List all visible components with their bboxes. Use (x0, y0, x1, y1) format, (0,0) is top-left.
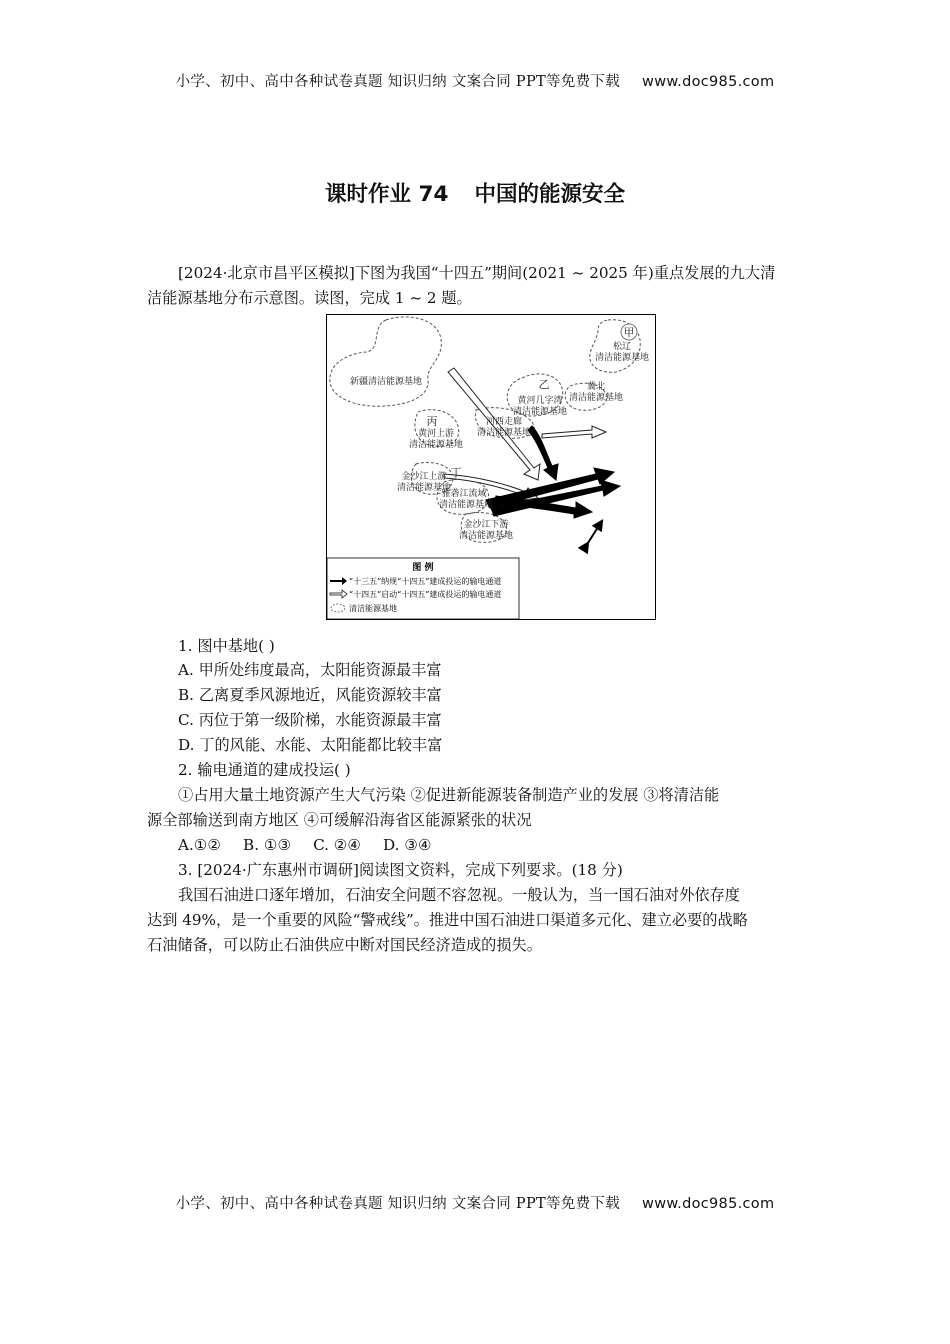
label-ding: 丁 (450, 466, 462, 479)
page-footer (0, 1192, 950, 1213)
page-header (0, 70, 950, 91)
footer-url[interactable]: www.doc985.com (642, 1196, 775, 1212)
q2-options (178, 834, 838, 856)
q2-option-d: D. ③④ (383, 836, 432, 854)
q2-statements-line2: 源全部输送到南方地区 ④可缓解沿海省区能源紧张的状况 (147, 811, 532, 829)
label-bing: 丙 (426, 415, 438, 428)
label-jsj-up-1: 金沙江上游 (401, 472, 447, 482)
label-hexi-1: 河西走廊 (485, 417, 523, 427)
label-songliao-1: 松辽 (612, 342, 632, 352)
label-yi: 乙 (538, 378, 550, 391)
q3-text-line1: 我国石油进口逐年增加，石油安全问题不容忽视。一般认为，当一国石油对外依存度 (178, 886, 740, 904)
label-hhsy-1: 黄河上游 (417, 429, 455, 439)
header-url[interactable]: www.doc985.com (642, 74, 775, 90)
q2-stem: 2. 输电通道的建成投运( ) (178, 761, 351, 779)
q1-option-a: A. 甲所处纬度最高，太阳能资源最丰富 (178, 661, 442, 679)
q3-text-line2: 达到 49%，是一个重要的风险“警戒线”。推进中国石油进口渠道多元化、建立必要的战略 (147, 911, 748, 929)
energy-base-map (326, 314, 656, 620)
label-xinjiang: 新疆清洁能源基地 (349, 377, 423, 387)
q1-option-c: C. 丙位于第一级阶梯，水能资源最丰富 (178, 711, 442, 729)
legend-item3: 清洁能源基地 (349, 604, 397, 613)
label-songliao-2: 清洁能源基地 (594, 353, 650, 363)
label-jibei-2: 清洁能源基地 (568, 393, 624, 403)
label-hexi-2: 清洁能源基地 (476, 428, 532, 438)
label-jizi-2: 清洁能源基地 (512, 407, 568, 417)
label-jia: 甲 (623, 326, 635, 339)
title-part2: 中国的能源安全 (474, 182, 625, 207)
map-legend (327, 558, 519, 619)
title-part1: 课时作业 74 (325, 182, 449, 207)
label-jsj-down-1: 金沙江下游 (463, 520, 509, 530)
label-yl-2: 清洁能源基地 (438, 500, 494, 510)
header-text: 小学、初中、高中各种试卷真题 知识归纳 文案合同 PPT等免费下载 (175, 74, 621, 90)
q1-option-d: D. 丁的风能、水能、太阳能都比较丰富 (178, 736, 443, 754)
q3-stem: 3. [2024·广东惠州市调研]阅读图文资料，完成下列要求。(18 分) (178, 861, 623, 879)
label-hhsy-2: 清洁能源基地 (408, 440, 464, 450)
intro-line1: [2024·北京市昌平区模拟]下图为我国“十四五”期间(2021 ~ 2025 年)重点发展的九大清 (178, 264, 776, 282)
intro-line2: 洁能源基地分布示意图。读图，完成 1 ~ 2 题。 (147, 289, 472, 307)
q2-option-c: C. ②④ (313, 836, 362, 854)
label-jibei-1: 冀北 (586, 382, 606, 392)
label-jsj-down-2: 清洁能源基地 (458, 531, 514, 541)
q1-stem: 1. 图中基地( ) (178, 637, 275, 655)
q3-text-line3: 石油储备，可以防止石油供应中断对国民经济造成的损失。 (147, 936, 542, 954)
label-yl-1: 雅砻江流域 (441, 489, 487, 499)
label-jsj-up-2: 清洁能源基地 (396, 483, 452, 493)
q2-option-b: B. ①③ (243, 836, 292, 854)
q1-option-b: B. 乙离夏季风源地近，风能资源较丰富 (178, 686, 442, 704)
q2-option-a: A.①② (178, 836, 222, 854)
legend-title: 图 例 (412, 563, 434, 573)
legend-item1: “十三五”纳规“十四五”建成投运的输电通道 (349, 577, 502, 586)
label-jizi-1: 黄河几字湾 (517, 396, 563, 406)
q2-statements-line1: ①占用大量土地资源产生大气污染 ②促进新能源装备制造产业的发展 ③将清洁能 (178, 786, 720, 804)
legend-item2: “十四五”启动“十四五”建成投运的输电通道 (349, 590, 502, 599)
footer-text: 小学、初中、高中各种试卷真题 知识归纳 文案合同 PPT等免费下载 (175, 1196, 621, 1212)
page-title (0, 177, 950, 208)
